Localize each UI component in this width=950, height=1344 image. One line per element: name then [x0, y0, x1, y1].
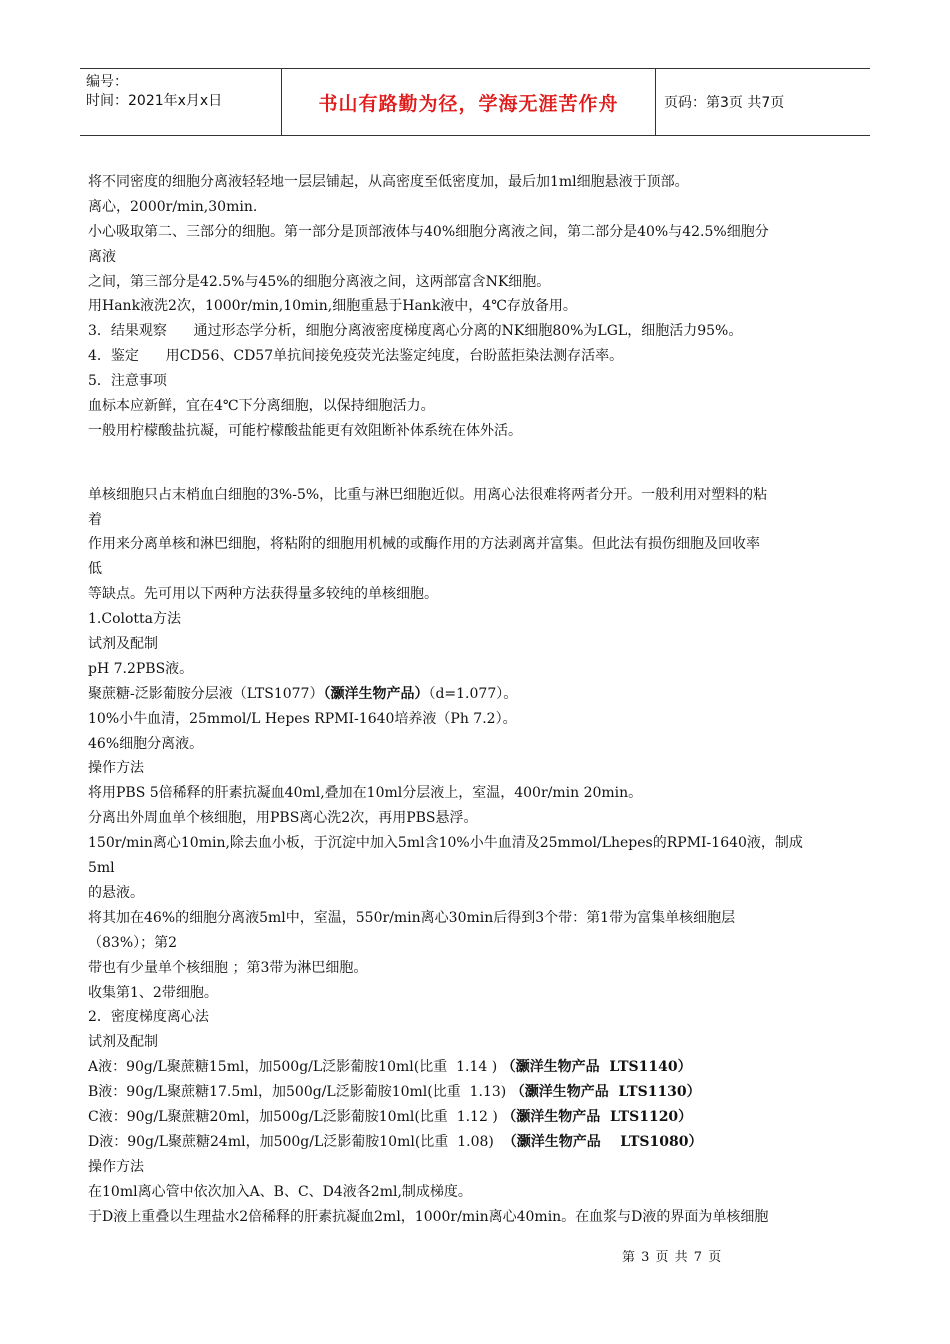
text-line: 小心吸取第二、三部分的细胞。第一部分是顶部液体与40%细胞分离液之间，第二部分是40%与42.5%细胞分: [88, 223, 769, 240]
header-motto-cell: [282, 69, 656, 135]
text-line: 一般用柠檬酸盐抗凝，可能柠檬酸盐能更有效阻断补体系统在体外活。: [88, 422, 522, 439]
text-line: 10%小牛血清，25mmol/L Hepes RPMI-1640培养液（Ph 7.2）。: [88, 710, 517, 727]
solution-brand: （灏洋生物产品 LTS1140）: [501, 1059, 692, 1076]
text-line: pH 7.2PBS液。: [88, 660, 194, 677]
text-line: （83%）；第2: [88, 934, 178, 951]
section-heading: [88, 458, 860, 483]
text-line: 收集第1、2带细胞。: [88, 984, 218, 1001]
text-line: 离心，2000r/min,30min.: [88, 198, 258, 215]
reagent-line: [88, 682, 860, 707]
solution-brand: （灏洋生物产品 LTS1120）: [502, 1108, 693, 1125]
text-line: 分离出外周血单个核细胞，用PBS离心洗2次，再用PBS悬浮。: [88, 810, 478, 827]
text-line: 操作方法: [88, 760, 144, 777]
text-line: 1.Colotta方法: [88, 611, 182, 628]
number-label: 编号：: [86, 74, 128, 90]
text-line: 3．结果观察 通过形态学分析，细胞分离液密度梯度离心分离的NK细胞80%为LGL，细胞活力95%。: [88, 323, 743, 340]
text-line: 将不同密度的细胞分离液轻轻地一层层铺起，从高密度至低密度加，最后加1ml细胞悬液于顶部。: [88, 174, 689, 190]
text-line: 着: [88, 511, 102, 528]
text-line: 等缺点。先可用以下两种方法获得量多较纯的单核细胞。: [88, 586, 438, 603]
text-line: 之间，第三部分是42.5%与45%的细胞分离液之间，这两部富含NK细胞。: [88, 273, 551, 290]
text-line: 低: [88, 561, 102, 578]
solution-line: [88, 1130, 860, 1155]
text-line: 试剂及配制: [88, 1034, 158, 1051]
text-line: 作用来分离单核和淋巴细胞，将粘附的细胞用机械的或酶作用的方法剥离并富集。但此法有损伤细胞及回收率: [88, 536, 760, 553]
header-meta: [80, 69, 282, 135]
text-line: 将用PBS 5倍稀释的肝素抗凝血40ml,叠加在10ml分层液上，室温，400r/min 20min。: [88, 785, 643, 802]
text-line: 血标本应新鲜，宜在4℃下分离细胞，以保持细胞活力。: [88, 398, 435, 415]
solution-brand: （灏洋生物产品 LTS1130）: [510, 1084, 701, 1101]
solution-text: B液：90g/L聚蔗糖17.5ml，加500g/L泛影葡胺10ml(比重 1.13): [88, 1084, 511, 1101]
reagent-brand: （灏洋生物产品）: [323, 685, 429, 702]
text-line: 试剂及配制: [88, 636, 158, 653]
text-line: 离液: [88, 248, 116, 265]
reagent-text: 聚蔗糖-泛影葡胺分层液（LTS1077）: [88, 685, 324, 702]
solution-line: [88, 1080, 860, 1105]
text-line: 带也有少量单个核细胞 ；第3带为淋巴细胞。: [88, 959, 368, 976]
text-line: 于D液上重叠以生理盐水2倍稀释的肝素抗凝血2ml，1000r/min离心40min。在血浆与D液的界面为单核细胞: [88, 1208, 769, 1225]
reagent-density: （d=1.077）。: [428, 685, 518, 702]
motto: 书山有路勤为径，学海无涯苦作舟: [318, 92, 619, 115]
page-header: [80, 68, 870, 136]
page-footer: 第 3 页 共 7 页: [622, 1250, 723, 1265]
solution-text: A液：90g/L聚蔗糖15ml，加500g/L泛影葡胺10ml(比重 1.14 ): [88, 1059, 502, 1076]
solution-text: C液：90g/L聚蔗糖20ml，加500g/L泛影葡胺10ml(比重 1.12 ): [88, 1108, 503, 1125]
text-line: 5．注意事项: [88, 373, 167, 390]
time-label: 时间：2021年x月x日: [86, 93, 223, 109]
text-line: 单核细胞只占末梢血白细胞的3%-5%，比重与淋巴细胞近似。用离心法很难将两者分开。一般利用对塑料的粘: [88, 486, 768, 503]
solution-brand: （灏洋生物产品 LTS1080）: [502, 1133, 703, 1150]
text-line: 46%细胞分离液。: [88, 735, 204, 752]
text-line: 用Hank液洗2次，1000r/min,10min,细胞重悬于Hank液中，4℃存放备用。: [88, 298, 577, 315]
text-line: 150r/min离心10min,除去血小板，于沉淀中加入5ml含10%小牛血清及25mmol/Lhepes的RPMI-1640液，制成: [88, 835, 803, 852]
page-label: 页码：第3页 共7页: [664, 95, 785, 111]
text-line: 2．密度梯度离心法: [88, 1009, 209, 1026]
solution-line: [88, 1105, 860, 1130]
text-line: 操作方法: [88, 1158, 144, 1175]
text-line: 将其加在46%的细胞分离液5ml中，室温，550r/min离心30min后得到3个带：第1带为富集单核细胞层: [88, 909, 736, 926]
body-text: [88, 170, 860, 1229]
header-page-cell: [656, 69, 870, 135]
solution-text: D液：90g/L聚蔗糖24ml，加500g/L泛影葡胺10ml(比重 1.08): [88, 1133, 503, 1150]
text-line: 在10ml离心管中依次加入A、B、C、D4液各2ml,制成梯度。: [88, 1183, 472, 1200]
text-line: 4．鉴定 用CD56、CD57单抗间接免疫荧光法鉴定纯度，台盼蓝拒染法测存活率。: [88, 348, 624, 365]
text-line: 的悬液。: [88, 884, 144, 901]
text-line: 5ml: [88, 860, 115, 877]
solution-line: [88, 1055, 860, 1080]
